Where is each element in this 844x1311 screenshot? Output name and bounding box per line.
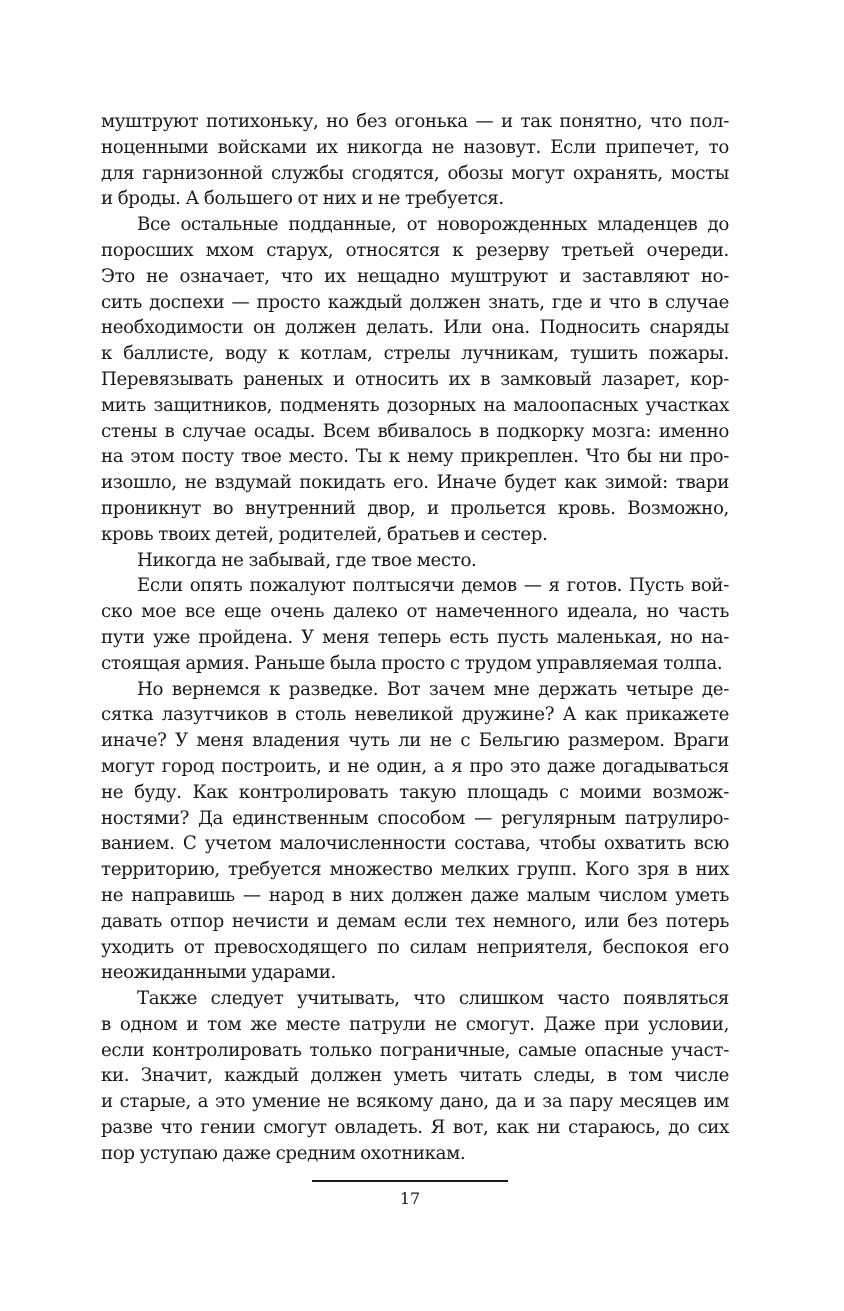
text-line: Перевязывать раненых и относить их в замковый лазарет, кор- <box>101 368 729 390</box>
text-line: Все остальные подданные, от новорожденных младенцев до <box>137 214 729 236</box>
text-line: ванием. С учетом малочисленности состава, чтобы охватить всю <box>101 833 729 855</box>
body-text <box>101 109 729 1167</box>
text-line: неожиданными ударами. <box>101 962 336 984</box>
text-line: сятка лазутчиков в столь невеликой дружине? А как прикажете <box>101 704 729 726</box>
text-line: кровь твоих детей, родителей, братьев и сестер. <box>101 523 548 545</box>
text-line: для гарнизонной службы сгодятся, обозы могут охранять, мосты <box>101 162 729 184</box>
text-line: стоящая армия. Раньше была просто с трудом управляемая толпа. <box>101 652 723 674</box>
text-line: Также следует учитывать, что слишком часто появляться <box>137 988 729 1010</box>
text-line: Никогда не забывай, где твое место. <box>137 549 477 571</box>
text-line: не направишь — народ в них должен даже малым числом уметь <box>101 884 729 906</box>
text-line: ско мое все еще очень далеко от намеченного идеала, но часть <box>101 601 729 623</box>
text-line: разве что гении смогут овладеть. Я вот, как ни стараюсь, до сих <box>101 1117 729 1139</box>
text-line: стены в случае осады. Всем вбивалось в подкорку мозга: именно <box>101 420 729 442</box>
text-line: иначе? У меня владения чуть ли не с Бельгию размером. Враги <box>101 730 729 752</box>
text-line: не буду. Как контролировать такую площадь с моими возмож- <box>101 781 729 803</box>
text-line: и броды. А большего от них и не требуется. <box>101 188 504 210</box>
text-line: мить защитников, подменять дозорных на малоопасных участках <box>101 394 729 416</box>
text-line: поросших мхом старух, относятся к резерву третьей очереди. <box>101 239 729 261</box>
text-line: ки. Значит, каждый должен уметь читать следы, в том числе <box>101 1065 729 1087</box>
page-number: 17 <box>399 1189 421 1208</box>
text-line: на этом посту твое место. Ты к нему прикреплен. Что бы ни про- <box>101 446 729 468</box>
text-line: территорию, требуется множество мелких групп. Кого зря в них <box>101 859 729 881</box>
footer-rule <box>312 1180 508 1182</box>
text-line: сить доспехи — просто каждый должен знать, где и что в случае <box>101 291 729 313</box>
text-line: к баллисте, воду к котлам, стрелы лучникам, тушить пожары. <box>101 343 729 365</box>
text-line: если контролировать только пограничные, самые опасные участ- <box>101 1039 729 1061</box>
text-line: в одном и том же месте патрули не смогут. Даже при условии, <box>101 1013 729 1035</box>
text-line: пор уступаю даже средним охотникам. <box>101 1142 466 1164</box>
text-line: изошло, не вздумай покидать его. Иначе будет как зимой: твари <box>101 472 729 494</box>
text-line: Если опять пожалуют полтысячи демов — я готов. Пусть вой- <box>137 575 729 597</box>
text-line: проникнут во внутренний двор, и прольется кровь. Возможно, <box>101 497 729 519</box>
text-line: могут город построить, и не один, а я про это даже догадываться <box>101 755 729 777</box>
text-line: уходить от превосходящего по силам неприятеля, беспокоя его <box>101 936 729 958</box>
text-line: пути уже пройдена. У меня теперь есть пусть маленькая, но на- <box>101 626 729 648</box>
text-line: и старые, а это умение не всякому дано, да и за пару месяцев им <box>101 1091 729 1113</box>
text-line: ноценными войсками их никогда не назовут. Если припечет, то <box>101 136 729 158</box>
text-line: давать отпор нечисти и демам если тех немного, или без потерь <box>101 910 729 932</box>
text-line: необходимости он должен делать. Или она. Подносить снаряды <box>101 317 729 339</box>
text-line: ностями? Да единственным способом — регулярным патрулиро- <box>101 807 729 829</box>
text-line: Это не означает, что их нещадно муштруют и заставляют но- <box>101 265 729 287</box>
text-line: муштруют потихоньку, но без огонька — и так понятно, что пол- <box>101 111 729 132</box>
text-line: Но вернемся к разведке. Вот зачем мне держать четыре де- <box>137 678 729 700</box>
